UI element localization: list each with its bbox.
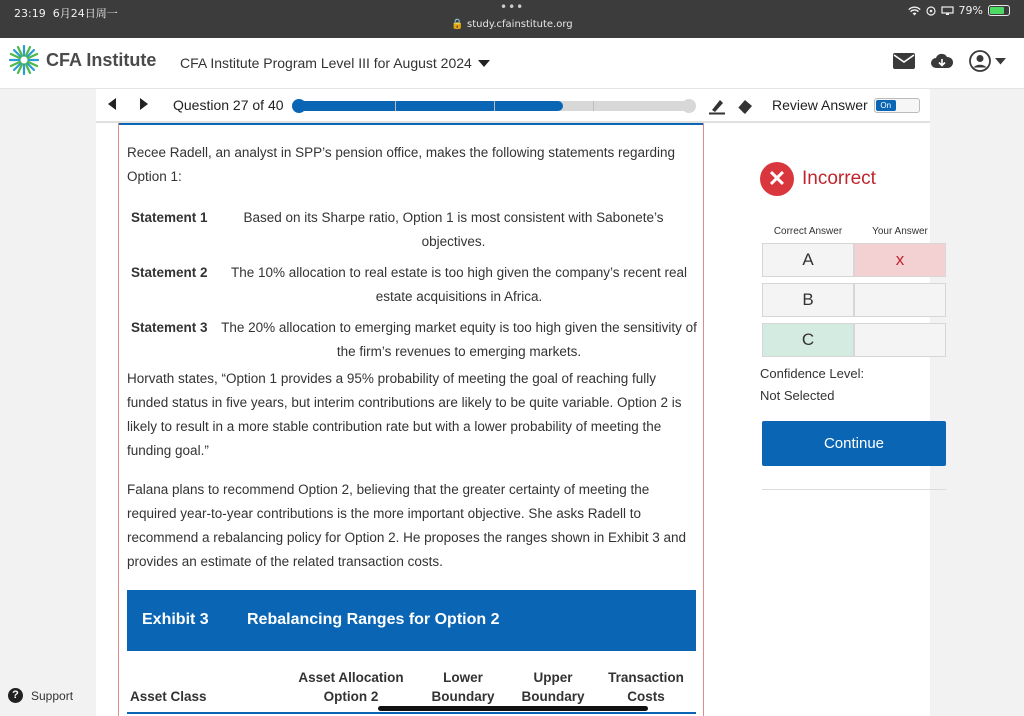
chevron-down-icon xyxy=(995,58,1006,65)
left-gutter xyxy=(0,89,96,716)
cfa-logo[interactable] xyxy=(8,44,156,76)
progress-start-knob xyxy=(292,99,306,113)
review-answer-toggle[interactable] xyxy=(772,97,920,113)
answer-option-a: A xyxy=(762,243,854,277)
review-answer-label: Review Answer xyxy=(772,97,868,113)
exhibit-column-header: Upper Boundary xyxy=(521,670,585,704)
progress-bar[interactable] xyxy=(296,101,692,111)
program-selector[interactable] xyxy=(180,55,490,71)
answer-option-c: C xyxy=(762,323,854,357)
battery-percent: 79% xyxy=(958,4,983,17)
statement-text: The 20% allocation to emerging market equity is too high given the sensitivity of the firm’s revenues to emerging markets. xyxy=(221,320,697,359)
your-answer-a: x xyxy=(854,243,946,277)
your-answer-b xyxy=(854,283,946,317)
exhibit-column-header: Asset Class xyxy=(130,689,207,704)
browser-more-dots[interactable]: ••• xyxy=(500,0,525,14)
exhibit-column-header: Asset Allocation Option 2 xyxy=(298,670,404,704)
question-top-rule xyxy=(119,123,703,125)
progress-end-knob xyxy=(682,99,696,113)
exhibit-column-header: Transaction Costs xyxy=(608,670,684,704)
confidence-label: Confidence Level: xyxy=(760,366,865,381)
previous-question-button[interactable] xyxy=(108,98,116,110)
device-status-bar xyxy=(0,0,1024,38)
cloud-download-icon[interactable] xyxy=(931,53,953,69)
statement-label: Statement 3 xyxy=(131,320,208,335)
question-intro: Recee Radell, an analyst in SPP’s pension office, makes the following statements regarding Option 1: xyxy=(127,145,676,184)
progress-fill xyxy=(296,101,563,111)
exhibit-column-header: Lower Boundary xyxy=(431,670,495,704)
annotation-tools xyxy=(708,97,754,115)
battery-icon xyxy=(988,5,1010,16)
highlighter-icon[interactable] xyxy=(708,97,726,115)
progress-tick xyxy=(593,101,594,111)
exhibit-header xyxy=(127,590,696,651)
logo-text: CFA Institute xyxy=(46,49,157,70)
exhibit-number: Exhibit 3 xyxy=(142,611,209,628)
statement-label: Statement 1 xyxy=(131,210,208,225)
answer-option-b: B xyxy=(762,283,854,317)
status-time: 23:19 6月24日周一 xyxy=(14,7,118,20)
mail-icon[interactable] xyxy=(893,53,915,69)
confidence-value: Not Selected xyxy=(760,388,835,403)
user-avatar-icon xyxy=(969,50,991,72)
falana-paragraph: Falana plans to recommend Option 2, believing that the greater certainty of meeting the required year-to-year contributions is the more important objective. She asks Radell to recommend a rebalancing policy for Option 2. He proposes the ranges shown in Exhibit 3 and provides an estimate of the related transaction costs. xyxy=(127,482,687,569)
screen-record-icon xyxy=(941,6,954,15)
statement-2 xyxy=(131,261,691,309)
url-text: study.cfainstitute.org xyxy=(467,19,573,30)
cfa-globe-icon xyxy=(8,44,40,76)
statement-label: Statement 2 xyxy=(131,265,208,280)
your-answer-c xyxy=(854,323,946,357)
question-nav-bar xyxy=(96,89,930,123)
statement-text: Based on its Sharpe ratio, Option 1 is most consistent with Sabonete’s objectives. xyxy=(243,210,664,249)
screen-lock-icon xyxy=(926,6,936,16)
exhibit-header-rule xyxy=(127,712,696,714)
help-icon: ? xyxy=(8,688,23,703)
progress-tick xyxy=(494,101,495,111)
continue-button[interactable]: Continue xyxy=(762,421,946,466)
home-indicator[interactable] xyxy=(378,706,648,711)
toggle-on-label: On xyxy=(876,100,896,111)
program-title: CFA Institute Program Level III for August 2024 xyxy=(180,55,472,71)
your-answer-header: Your Answer xyxy=(872,226,928,237)
question-counter: Question 27 of 40 xyxy=(173,97,284,113)
chevron-down-icon xyxy=(478,60,490,68)
right-gutter xyxy=(930,89,1024,716)
result-indicator xyxy=(760,162,876,196)
question-panel xyxy=(118,123,704,716)
statement-text: The 10% allocation to real estate is too high given the company’s recent real estate acquisitions in Africa. xyxy=(230,265,688,304)
eraser-icon[interactable] xyxy=(736,97,754,115)
incorrect-icon: ✕ xyxy=(760,162,794,196)
header-icons xyxy=(893,50,1006,72)
statement-3 xyxy=(131,316,697,364)
status-indicators xyxy=(908,4,1010,17)
exhibit-title: Rebalancing Ranges for Option 2 xyxy=(247,611,500,628)
app-header xyxy=(0,38,1024,89)
url-bar[interactable]: 🔒 study.cfainstitute.org xyxy=(451,19,573,30)
correct-answer-header: Correct Answer xyxy=(773,226,843,237)
result-text: Incorrect xyxy=(802,168,876,189)
statement-1 xyxy=(131,206,691,254)
horvath-paragraph: Horvath states, “Option 1 provides a 95% probability of meeting the goal of reaching fully funded status in five years, but interim contributions are likely to be quite variable. Option 2 is likely to result in a more stable contribution rate but with a lower probability of meeting the funding goal.” xyxy=(127,371,682,458)
feedback-divider xyxy=(762,489,946,490)
account-menu[interactable] xyxy=(969,50,1006,72)
next-question-button[interactable] xyxy=(140,98,148,110)
wifi-icon xyxy=(908,6,921,16)
battery-level xyxy=(990,7,1004,14)
toggle-switch[interactable] xyxy=(874,98,920,113)
support-link[interactable] xyxy=(8,688,73,703)
support-label: Support xyxy=(31,688,74,703)
progress-tick xyxy=(395,101,396,111)
